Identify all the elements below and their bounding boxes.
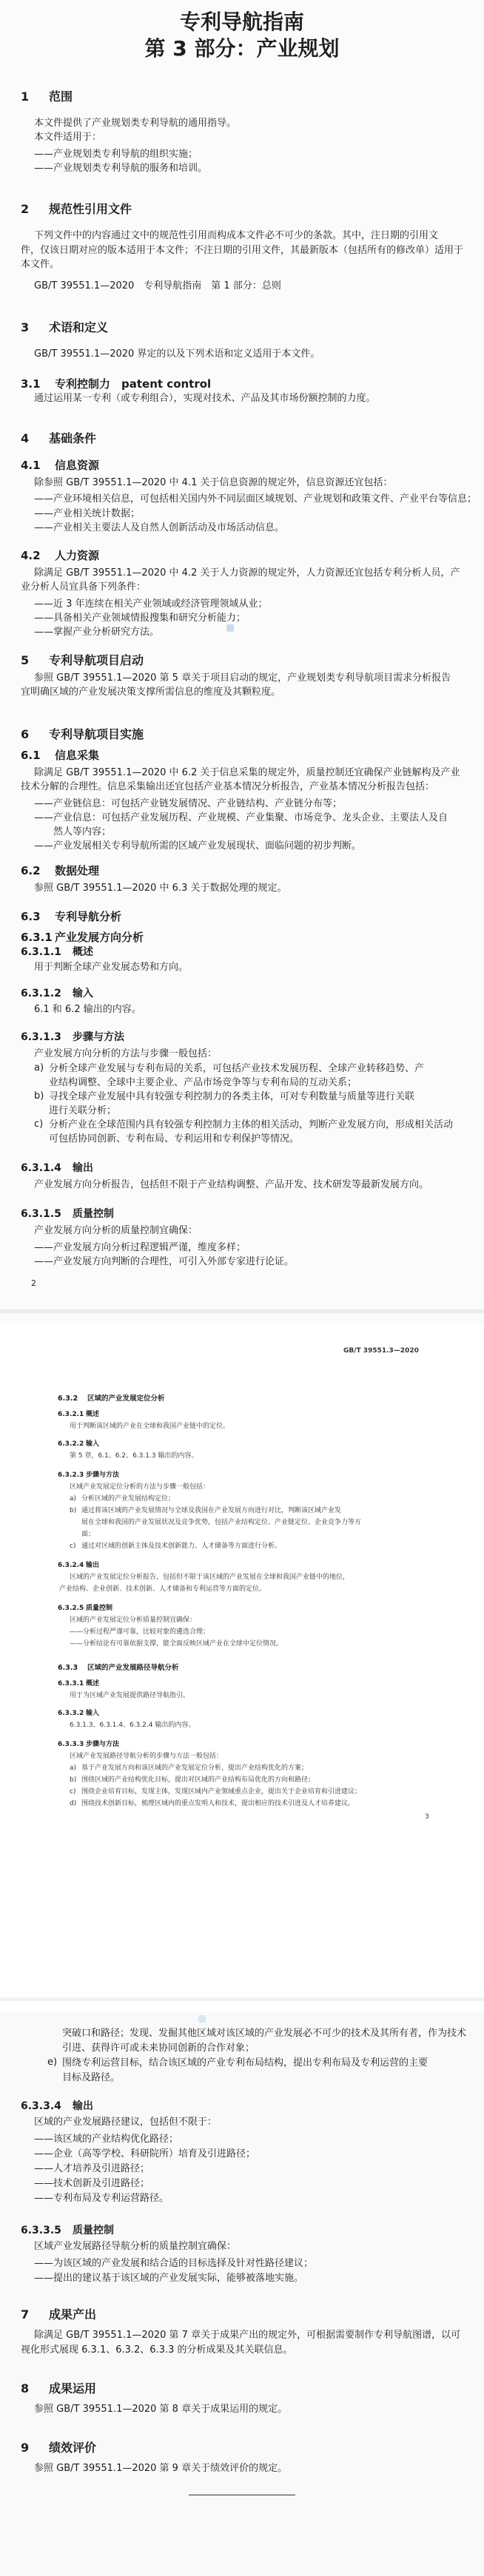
scan-mark	[198, 2015, 206, 2023]
section-7-heading: 7 成果产出	[21, 2307, 97, 2322]
section-4-2-line: 业分析人员宜具备下列条件：	[21, 581, 147, 593]
section-7-line: 除满足 GB/T 39551.1—2020 第 7 章关于成果产出的规定外，可根据需要制作专利导航图谱，以可	[34, 2330, 461, 2341]
list-item: 围绕区域的产业结构优化目标，提出对区域的产业结构布局优化的方向和路径；	[81, 1776, 315, 1784]
section-2-line: 件，仅该日期对应的版本适用于本文件；不注日期的引用文件，其最新版本（包括所有的修改单）适用于	[21, 245, 464, 256]
section-6-3-heading: 6.3 专利导航分析	[21, 910, 122, 923]
list-label: c)	[70, 1788, 76, 1796]
list-item: 展在全球和我国的产业发展状况及竞争优势，包括产业结构定位、产业链定位、企业竞争力等方	[81, 1519, 362, 1526]
list-item: 通过将该区域的产业发展情况与全球及我国在产业发展方向进行对比，判断该区域产业发	[81, 1507, 342, 1514]
section-6-3-2-2-heading: 6.3.2.2 输入	[58, 1440, 100, 1448]
list-item: 业结构调整、全球中主要企业、产品市场竞争等与专利布局的互动关系；	[49, 1077, 357, 1088]
list-item: 分析区域的产业发展结构定位；	[81, 1495, 175, 1503]
section-6-3-1-3-heading: 6.3.1.3 步骤与方法	[21, 1031, 124, 1043]
section-6-3-2-5-heading: 6.3.2.5 质量控制	[58, 1605, 113, 1612]
list-item: ——分析结论有可靠依据支撑，能全面反映区域产业在全球中定位情况。	[70, 1640, 283, 1648]
list-item: ——产业环境相关信息，可包括相关国内外不同层面区域规划、产业规划和政策文件、产业平台等信息；	[34, 493, 477, 505]
list-item: ——为该区域的产业发展和结合适的目标选择及针对性路径建议；	[34, 2258, 314, 2269]
page-divider	[0, 1309, 484, 1313]
section-6-3-3-2-heading: 6.3.3.2 输入	[58, 1710, 100, 1717]
list-item: ——人才培养及引进路径；	[34, 2163, 150, 2174]
list-label: b)	[34, 1090, 44, 1102]
list-item: ——企业（高等学校、科研院所）培育及引进路径；	[34, 2148, 256, 2159]
list-label: b)	[70, 1776, 77, 1784]
section-1-heading: 1 范围	[21, 90, 73, 104]
continued-line: 引进、获得许可或未来协同创新的合作对象；	[62, 2043, 255, 2054]
section-6-3-3-5-heading: 6.3.3.5 质量控制	[21, 2225, 114, 2236]
section-9-line: 参照 GB/T 39551.1—2020 第 9 章关于绩效评价的规定。	[34, 2463, 288, 2474]
section-6-3-1-2-text: 6.1 和 6.2 输出的内容。	[34, 1004, 141, 1015]
section-3-heading: 3 术语和定义	[21, 320, 109, 334]
list-item: ——技术创新及引进路径；	[34, 2178, 150, 2189]
list-item: ——产业相关主要法人及自然人创新活动及市场活动信息。	[34, 522, 285, 533]
list-item: 围绕企业培育目标，发现主体，发现区域内产业领域重点企业，提出关于企业培育和引进建议；	[81, 1788, 362, 1796]
list-label: c)	[70, 1542, 76, 1550]
section-2-line: 下列文件中的内容通过文中的规范性引用而构成本文件必不可少的条款。其中，注日期的引用文	[34, 230, 439, 241]
section-6-3-1-4-text: 产业发展方向分析报告，包括但不限于产业结构调整、产品开发、技术研发等最新发展方向。	[34, 1179, 429, 1190]
page-number: 3	[425, 1813, 429, 1821]
list-label: a)	[70, 1495, 77, 1503]
list-item: 分析产业在全球范围内具有较强专利控制力主体的相关活动，判断产业发展方向，形成相关活动	[49, 1119, 454, 1130]
list-item: ——产业发展方向分析过程逻辑严谨，维度多样；	[34, 1242, 246, 1253]
page-divider	[0, 1997, 484, 2001]
list-item: ——产业规划类专利导航的服务和培训。	[34, 163, 208, 174]
section-6-3-2-4-line: 区域的产业发展定位分析报告，包括但不限于该区域的产业发展在全球和我国产业链中的地位，	[70, 1574, 350, 1581]
section-6-3-2-4-heading: 6.3.2.4 输出	[58, 1562, 100, 1569]
section-6-3-2-1-heading: 6.3.2.1 概述	[58, 1411, 100, 1418]
section-8-line: 参照 GB/T 39551.1—2020 第 8 章关于成果运用的规定。	[34, 2404, 288, 2415]
section-7-line: 视化形式展现 6.3.1、6.3.2、6.3.3 的分析成果及其关联信息。	[21, 2344, 293, 2356]
list-item: ——提出的建议基于该区域的产业发展实际，能够被落地实施。	[34, 2273, 304, 2284]
section-5-heading: 5 专利导航项目启动	[21, 653, 144, 667]
list-item: ——产业发展相关专利导航所需的区域产业发展现状、面临问题的初步判断。	[34, 840, 362, 852]
list-label: a)	[70, 1764, 77, 1772]
section-6-3-2-3-intro: 区域产业发展定位分析的方法与步骤一般包括：	[70, 1483, 210, 1491]
list-item: ——掌握产业分析研究方法。	[34, 627, 160, 638]
term-definition: 通过运用某一专利（或专利组合），实现对技术、产品及其市场份额控制的力度。	[34, 393, 376, 404]
section-6-1-line: 技术分解的合理性。信息采集输出还宜包括产业基本情况分析报告，产业基本情况分析报告包括：	[21, 781, 435, 792]
section-2-line: 本文件。	[21, 259, 60, 270]
section-6-3-1-1-text: 用于判断全球产业发展态势和方向。	[34, 962, 189, 973]
list-item: 围绕专利运营目标，结合该区域的产业专利布局结构，提出专利布局及专利运营的主要	[62, 2057, 428, 2068]
section-6-3-2-4-line: 产业结构、企业创新、技术创新、人才储备和专利运营等方面的定位。	[59, 1585, 266, 1593]
list-item: 可包括协同创新、专利布局、专利运用和专利保护等情况。	[49, 1133, 300, 1144]
list-item: ——产业信息：可包括产业发展历程、产业规模、产业集聚、市场竞争、龙头企业、主要法人及自	[34, 812, 448, 823]
section-6-3-2-3-heading: 6.3.2.3 步骤与方法	[58, 1471, 120, 1479]
list-label: c)	[34, 1119, 44, 1130]
list-label: a)	[34, 1062, 44, 1073]
section-6-3-1-1-heading: 6.3.1.1 概述	[21, 946, 93, 958]
section-6-3-2-2-text: 第 5 章，6.1、6.2、6.3.1.3 输出的内容。	[70, 1452, 198, 1460]
section-6-1-line: 除满足 GB/T 39551.1—2020 中 6.2 关于信息采集的规定外，质量控制还宜确保产业链解构及产业	[34, 767, 460, 778]
list-item: ——产业链信息：可包括产业链发展情况、产业链结构、产业链分布等；	[34, 798, 343, 809]
section-2-heading: 2 规范性引用文件	[21, 202, 132, 216]
section-6-3-3-4-intro: 区域的产业发展路径建议，包括但不限于：	[34, 2117, 218, 2128]
section-6-3-3-4-heading: 6.3.3.4 输出	[21, 2100, 93, 2112]
section-6-3-1-3-intro: 产业发展方向分析的方法与步骤一般包括：	[34, 1048, 218, 1059]
section-6-3-1-5-intro: 产业发展方向分析的质量控制宜确保：	[34, 1225, 198, 1236]
list-item: ——产业规划类专利导航的组织实施；	[34, 149, 198, 160]
section-6-2-line: 参照 GB/T 39551.1—2020 中 6.3 关于数据处理的规定。	[34, 883, 287, 894]
section-6-3-3-1-text: 用于为区域产业发展提供路径导航指引。	[70, 1692, 190, 1699]
list-item: 面；	[81, 1531, 95, 1538]
page-2	[0, 1324, 484, 2012]
section-6-3-2-5-intro: 区域的产业发展定位分析质量控制宜确保：	[70, 1616, 197, 1624]
section-6-3-1-2-heading: 6.3.1.2 输入	[21, 988, 93, 999]
section-5-line: 参照 GB/T 39551.1—2020 第 5 章关于项目启动的规定，产业规划类专利导航项目需求分析报告	[34, 672, 451, 684]
section-6-3-3-heading: 6.3.3 区域的产业发展路径导航分析	[58, 1664, 179, 1672]
list-item: ——产业发展方向判断的合理性，可引入外部专家进行论证。	[34, 1256, 295, 1267]
section-6-3-3-1-heading: 6.3.3.1 概述	[58, 1680, 100, 1687]
section-6-3-3-2-text: 6.3.1.3、6.3.1.4、6.3.2.4 输出的内容。	[70, 1722, 195, 1729]
section-4-heading: 4 基础条件	[21, 431, 97, 445]
section-6-3-2-1-text: 用于判断该区域的产业在全球和我国产业链中的定位。	[70, 1423, 230, 1430]
section-6-2-heading: 6.2 数据处理	[21, 864, 100, 877]
list-item: ——近 3 年连续在相关产业领域或经济管理领域从业；	[34, 599, 268, 610]
normative-reference: GB/T 39551.1—2020 专利导航指南 第 1 部分：总则	[34, 280, 281, 291]
list-label: e)	[47, 2057, 58, 2068]
section-6-1-heading: 6.1 信息采集	[21, 749, 100, 762]
list-item: 分析全球产业发展与专利布局的关系，可包括产业技术发展历程、全球产业转移趋势、产	[49, 1063, 425, 1074]
section-4-2-heading: 4.2 人力资源	[21, 549, 100, 562]
section-4-1-heading: 4.1 信息资源	[21, 459, 100, 472]
list-item: 寻找全球产业发展中具有较强专利控制力的各类主体，可对专利数量与质量等进行关联	[49, 1091, 415, 1102]
section-1-line: 本文件提供了产业规划类专利导航的通用指导。	[34, 118, 237, 129]
section-6-3-3-3-intro: 区域产业发展路径导航分析的步骤与方法一般包括：	[70, 1753, 223, 1760]
page-header: GB/T 39551.3—2020	[343, 1347, 419, 1355]
section-4-2-line: 除满足 GB/T 39551.1—2020 中 4.2 关于人力资源的规定外，人力资源还宜包括专利分析人员，产	[34, 567, 460, 579]
continued-line: 突破口和路径；发现、发掘其他区域对该区域的产业发展必不可少的技术及其所有者，作为技术	[62, 2028, 467, 2039]
list-item: 通过对区域的创新主体及技术创新能力、人才储备等方面进行分析。	[81, 1542, 282, 1550]
list-label: d)	[70, 1800, 77, 1807]
section-1-line: 本文件适用于：	[34, 132, 102, 143]
section-6-3-3-5-intro: 区域产业发展路径导航分析的质量控制宜确保：	[34, 2241, 237, 2252]
section-6-3-1-heading: 6.3.1 产业发展方向分析	[21, 931, 144, 944]
list-item: ——产业相关统计数据；	[34, 508, 141, 519]
list-item: ——专利布局及专利运营路径。	[34, 2193, 169, 2204]
section-9-heading: 9 绩效评价	[21, 2441, 97, 2455]
list-label: b)	[70, 1507, 77, 1514]
list-item: ——具备相关产业领域情报搜集和研究分析能力；	[34, 613, 246, 624]
section-6-3-1-4-heading: 6.3.1.4 输出	[21, 1162, 93, 1174]
section-4-1-line: 除参照 GB/T 39551.1—2020 中 4.1 关于信息资源的规定外，信息资源还宜包括：	[34, 477, 393, 488]
list-item: 围绕技术创新目标，梳理区域内的重点发明人和技术，提出相应的技术引进及人才培养建议。	[81, 1800, 355, 1807]
term-heading: 3.1 专利控制力 patent control	[21, 377, 212, 391]
list-item: 基于产业发展方向和该区域的产业发展定位分析，提出产业结构优化的方案；	[81, 1764, 309, 1772]
document-subtitle: 第 3 部分：产业规划	[144, 36, 340, 61]
section-6-3-2-heading: 6.3.2 区域的产业发展定位分析	[58, 1395, 165, 1403]
scan-mark	[226, 624, 234, 632]
section-3-intro: GB/T 39551.1—2020 界定的以及下列术语和定义适用于本文件。	[34, 348, 320, 360]
document-title: 专利导航指南	[179, 10, 304, 34]
list-item: ——该区域的产业结构优化路径；	[34, 2134, 179, 2145]
section-8-heading: 8 成果运用	[21, 2381, 97, 2395]
page-3	[0, 2012, 484, 2576]
section-6-3-1-5-heading: 6.3.1.5 质量控制	[21, 1208, 114, 1220]
page-number: 2	[31, 1278, 36, 1288]
list-item: 然人等内容；	[34, 826, 112, 837]
section-6-3-3-3-heading: 6.3.3.3 步骤与方法	[58, 1741, 120, 1748]
list-item: 进行关联分析；	[49, 1105, 117, 1116]
list-item: ——分析过程严谨可靠，比较对象的遴选合理；	[70, 1628, 210, 1636]
list-item: 目标及路径。	[62, 2072, 121, 2083]
section-5-line: 宜明确区域的产业发展决策支撑所需信息的维度及其颗粒度。	[21, 687, 281, 698]
section-6-heading: 6 专利导航项目实施	[21, 727, 144, 741]
